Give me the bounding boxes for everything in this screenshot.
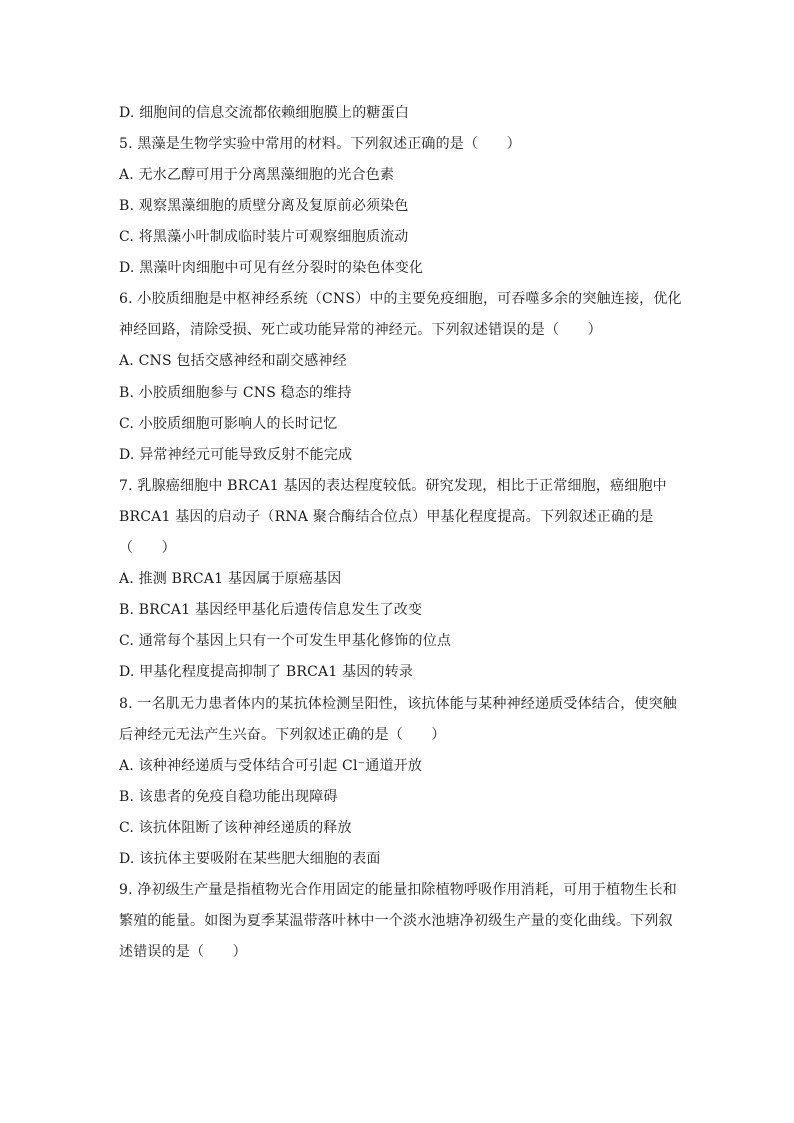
option-line: B. 观察黑藻细胞的质壁分离及复原前必须染色	[119, 198, 409, 214]
option-line: C. 该抗体阻断了该种神经递质的释放	[119, 820, 352, 836]
option-line: D. 该抗体主要吸附在某些肥大细胞的表面	[119, 851, 381, 867]
question-7-stem-cont: （ ）	[119, 540, 176, 556]
question-7-stem-cont: BRCA1 基因的启动子（RNA 聚合酶结合位点）甲基化程度提高。下列叙述正确的是	[119, 509, 654, 525]
question-6-stem: 6. 小胶质细胞是中枢神经系统（CNS）中的主要免疫细胞，可吞噬多余的突触连接，优化	[119, 291, 682, 307]
option-line: A. 推测 BRCA1 基因属于原癌基因	[119, 571, 342, 587]
option-line: D. 甲基化程度提高抑制了 BRCA1 基因的转录	[119, 664, 414, 680]
option-line: A. 该种神经递质与受体结合可引起 Cl⁻通道开放	[119, 758, 423, 774]
option-line: C. 通常每个基因上只有一个可发生甲基化修饰的位点	[119, 633, 452, 649]
option-line: C. 小胶质细胞可影响人的长时记忆	[119, 416, 338, 432]
question-6-stem-cont: 神经回路，清除受损、死亡或功能异常的神经元。下列叙述错误的是（ ）	[119, 322, 602, 338]
option-line: D. 异常神经元可能导致反射不能完成	[119, 447, 353, 463]
question-9-stem-cont: 繁殖的能量。如图为夏季某温带落叶林中一个淡水池塘净初级生产量的变化曲线。下列叙	[119, 913, 673, 929]
option-line: A. 无水乙醇可用于分离黑藻细胞的光合色素	[119, 167, 395, 183]
text-line: D. 细胞间的信息交流都依赖细胞膜上的糖蛋白	[119, 105, 410, 121]
option-line: A. CNS 包括交感神经和副交感神经	[119, 353, 347, 369]
question-7-stem: 7. 乳腺癌细胞中 BRCA1 基因的表达程度较低。研究发现，相比于正常细胞，癌细胞中	[119, 478, 667, 494]
option-line: C. 将黑藻小叶制成临时装片可观察细胞质流动	[119, 229, 409, 245]
option-line: B. 小胶质细胞参与 CNS 稳态的维持	[119, 385, 352, 401]
option-line: B. 该患者的免疫自稳功能出现障碍	[119, 789, 338, 805]
question-9-stem-cont: 述错误的是（ ）	[119, 944, 247, 960]
option-line: B. BRCA1 基因经甲基化后遗传信息发生了改变	[119, 602, 423, 618]
question-8-stem: 8. 一名肌无力患者体内的某抗体检测呈阳性，该抗体能与某种神经递质受体结合，使突触	[119, 696, 678, 712]
question-5-stem: 5. 黑藻是生物学实验中常用的材料。下列叙述正确的是（ ）	[119, 136, 521, 152]
question-9-stem: 9. 净初级生产量是指植物光合作用固定的能量扣除植物呼吸作用消耗，可用于植物生长和	[119, 882, 678, 898]
option-line: D. 黑藻叶肉细胞中可见有丝分裂时的染色体变化	[119, 260, 424, 276]
question-8-stem-cont: 后神经元无法产生兴奋。下列叙述正确的是（ ）	[119, 727, 446, 743]
